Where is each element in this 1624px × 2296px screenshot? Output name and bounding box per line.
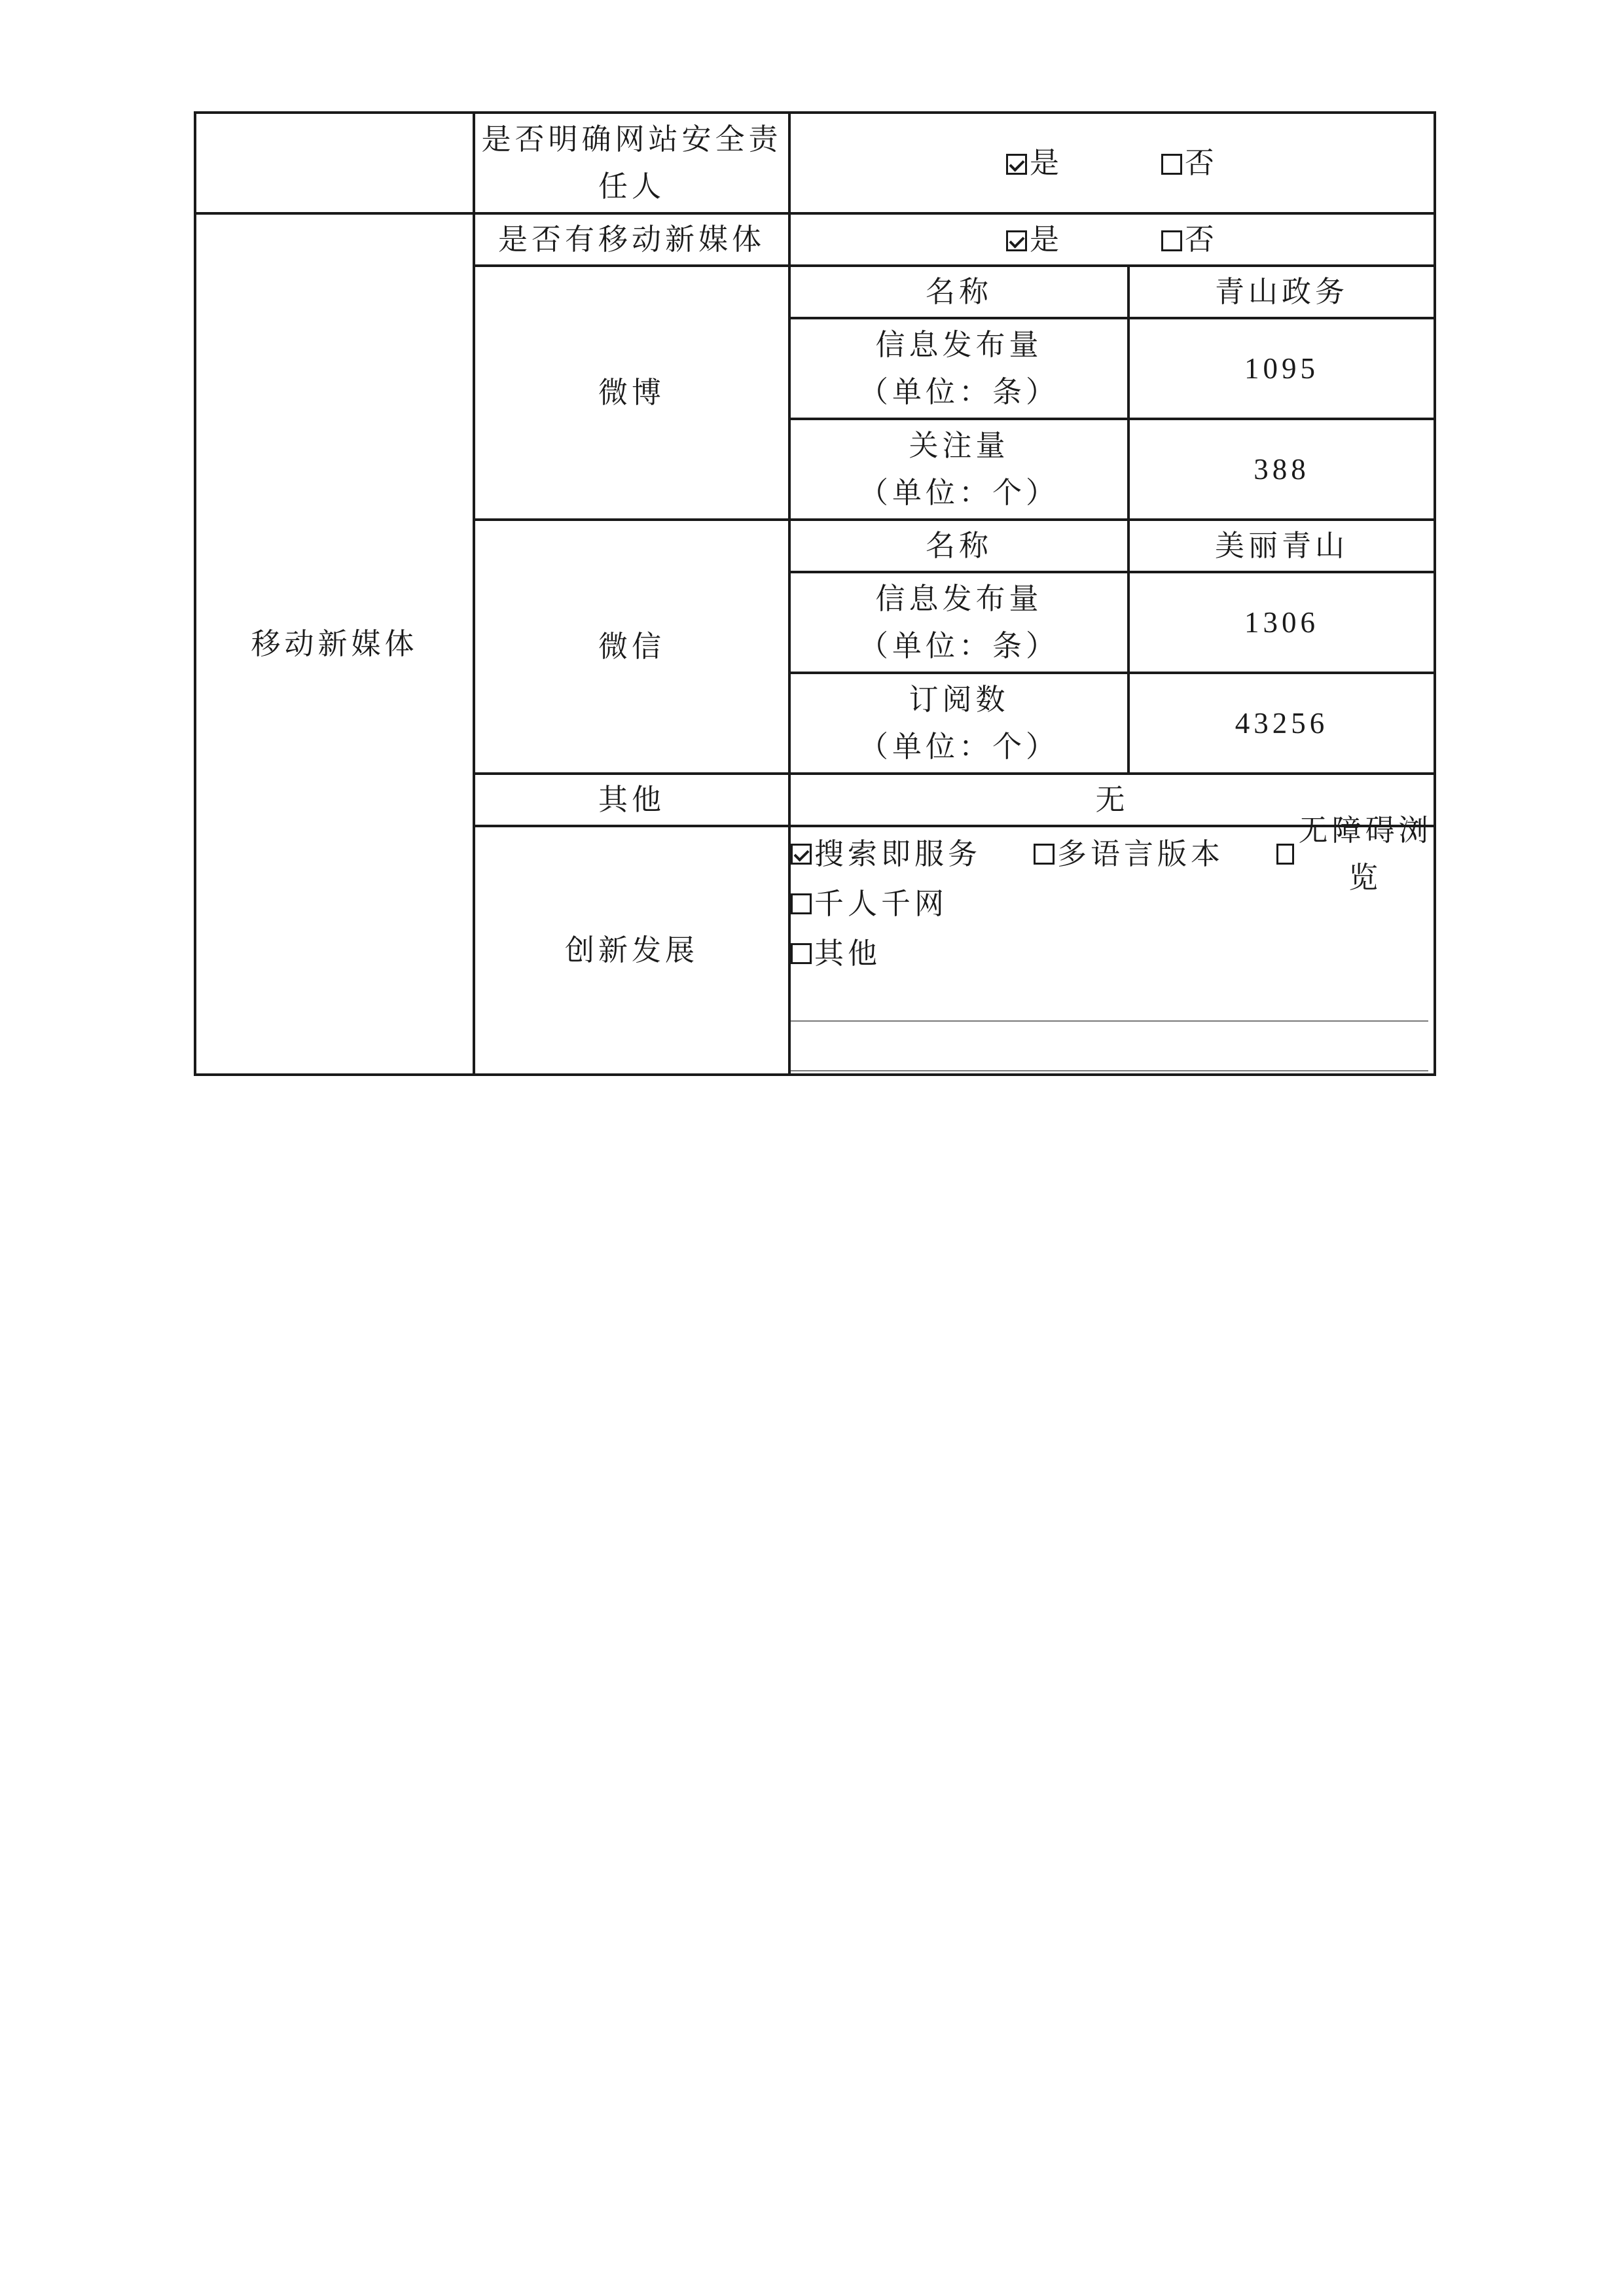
checkbox-icon[interactable]	[1161, 230, 1182, 251]
weibo-posts-label: 信息发布量 （单位：条）	[789, 318, 1128, 419]
checkbox-checked-icon[interactable]	[791, 844, 812, 865]
wechat-subscribers-label: 订阅数 （单位：个）	[789, 673, 1128, 774]
checkbox-icon[interactable]	[1034, 844, 1055, 865]
innovation-option-multilingual[interactable]: 多语言版本	[1034, 831, 1276, 878]
wechat-label-cell: 微信	[474, 520, 789, 774]
category-mobile-media: 移动新媒体	[195, 213, 474, 1075]
weibo-followers-value: 388	[1128, 419, 1435, 520]
checkbox-icon[interactable]	[791, 943, 812, 964]
innovation-option-personalized[interactable]: 千人千网	[791, 880, 948, 927]
wechat-posts-value: 1306	[1128, 572, 1435, 673]
innovation-option-other[interactable]: 其他	[791, 930, 881, 977]
innovation-option-search-service[interactable]: 搜索即服务	[791, 831, 1034, 878]
weibo-posts-value: 1095	[1128, 318, 1435, 419]
checkbox-checked-icon[interactable]	[1006, 230, 1027, 251]
weibo-followers-label: 关注量 （单位：个）	[789, 419, 1128, 520]
security-person-yes-option[interactable]: 是	[1006, 139, 1063, 187]
checkbox-icon[interactable]	[1161, 154, 1182, 175]
checkbox-icon[interactable]	[791, 893, 812, 914]
other-media-value: 无	[789, 774, 1435, 826]
category-cell-empty	[195, 113, 474, 213]
website-report-table	[194, 111, 1436, 1076]
wechat-name-label: 名称	[789, 520, 1128, 572]
mobile-media-yes-option[interactable]: 是	[1006, 216, 1063, 263]
mobile-media-no-option[interactable]: 否	[1161, 216, 1218, 263]
other-media-label: 其他	[474, 774, 789, 826]
weibo-name-label: 名称	[789, 266, 1128, 318]
innovation-option-accessibility[interactable]: 无障碍浏览	[1276, 807, 1434, 901]
category-innovation: 创新发展	[474, 826, 789, 1075]
weibo-label-cell: 微博	[474, 266, 789, 520]
fill-in-line[interactable]	[791, 1070, 1428, 1071]
checkbox-checked-icon[interactable]	[1006, 154, 1027, 175]
wechat-posts-label: 信息发布量 （单位：条）	[789, 572, 1128, 673]
wechat-subscribers-value: 43256	[1128, 673, 1435, 774]
question-security-person-label: 是否明确网站安全责任人	[481, 122, 782, 204]
checkbox-icon[interactable]	[1276, 844, 1294, 865]
question-has-mobile-media: 是否有移动新媒体	[474, 213, 789, 266]
weibo-name-value: 青山政务	[1128, 266, 1435, 318]
answer-security-person	[789, 113, 1435, 213]
answer-has-mobile-media	[789, 213, 1435, 266]
security-person-no-option[interactable]: 否	[1161, 139, 1218, 187]
question-security-person	[474, 113, 789, 213]
wechat-name-value: 美丽青山	[1128, 520, 1435, 572]
innovation-options-cell	[789, 813, 1435, 1075]
